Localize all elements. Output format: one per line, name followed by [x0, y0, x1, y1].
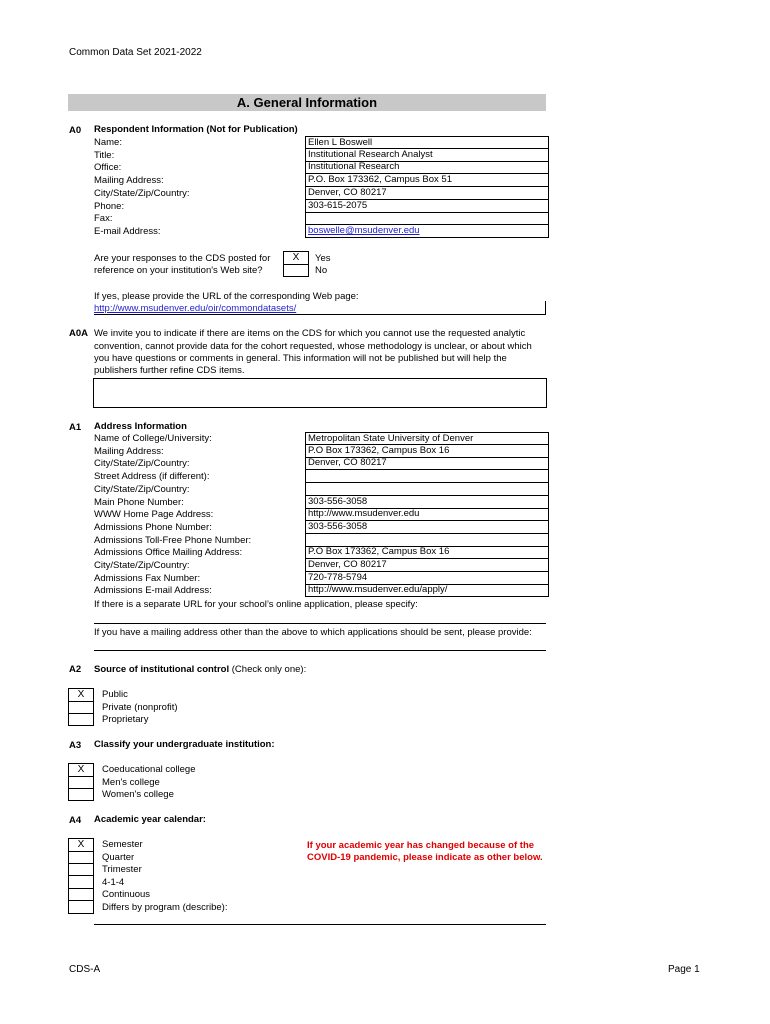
footer-left: CDS-A — [69, 964, 101, 975]
address-value-field[interactable]: Denver, CO 80217 — [305, 457, 549, 470]
address-value-field[interactable] — [305, 470, 549, 483]
respondent-label: Mailing Address: — [94, 175, 164, 187]
section-code-a1: A1 — [69, 422, 82, 433]
a0a-response-box[interactable] — [93, 378, 547, 408]
posted-no-checkbox[interactable] — [283, 264, 309, 277]
a3-option-checkbox[interactable] — [68, 776, 94, 789]
a0a-line-3: you have questions or comments in general. This information will not be published but will help the — [94, 353, 507, 364]
a1-heading: Address Information — [94, 421, 187, 432]
address-value-field[interactable]: 303-556-3058 — [305, 521, 549, 534]
respondent-value-field[interactable]: Denver, CO 80217 — [305, 187, 549, 200]
a4-option-checkbox[interactable] — [68, 876, 94, 889]
a3-option-label: Men's college — [102, 776, 160, 788]
respondent-value-field[interactable]: 303-615-2075 — [305, 200, 549, 213]
respondent-label: E-mail Address: — [94, 225, 161, 237]
posted-yes-checkbox[interactable]: X — [283, 251, 309, 265]
a4-option-label: Continuous — [102, 889, 151, 900]
respondent-label: Office: — [94, 162, 122, 174]
a2-option-checkbox[interactable] — [68, 713, 94, 726]
address-value-field[interactable]: P.O Box 173362, Campus Box 16 — [305, 445, 549, 458]
respondent-label: Phone: — [94, 200, 125, 212]
a4-option-checkbox[interactable]: X — [68, 838, 94, 852]
a4-option-label: Quarter — [102, 851, 135, 863]
a0a-line-2: convention, cannot provide data for the cohort requested, whose methodology is unclear, or about which — [94, 341, 532, 352]
section-code-a2: A2 — [69, 664, 82, 675]
a2-option-label: Private (nonprofit) — [102, 701, 178, 713]
address-value-field[interactable]: http://www.msudenver.edu/apply/ — [305, 584, 549, 597]
address-label: Admissions Fax Number: — [94, 572, 201, 584]
a4-option-label: 4-1-4 — [102, 876, 125, 888]
a2-heading — [94, 664, 306, 675]
address-label: Street Address (if different): — [94, 471, 210, 483]
a2-option-label: Proprietary — [102, 714, 149, 725]
address-label: Admissions E-mail Address: — [94, 585, 212, 597]
address-label: City/State/Zip/Country: — [94, 458, 190, 470]
address-value-field[interactable] — [305, 483, 549, 496]
address-label: WWW Home Page Address: — [94, 509, 214, 521]
respondent-value-field[interactable]: Institutional Research — [305, 161, 549, 174]
alt-mail-prompt: If you have a mailing address other than the above to which applications should be sent, please provide: — [94, 627, 532, 638]
a0a-line-1: We invite you to indicate if there are items on the CDS for which you cannot use the requested analytic — [94, 328, 526, 339]
a0-heading: Respondent Information (Not for Publication) — [94, 124, 298, 135]
a2-option-label: Public — [102, 689, 128, 700]
url-field-edge — [545, 301, 546, 314]
a2-option-checkbox[interactable]: X — [68, 688, 94, 702]
covid-note-line2: COVID-19 pandemic, please indicate as other below. — [307, 852, 543, 863]
a4-option-label: Semester — [102, 839, 143, 850]
respondent-label: City/State/Zip/Country: — [94, 187, 190, 199]
a3-option-checkbox[interactable]: X — [68, 763, 94, 777]
a4-option-label: Trimester — [102, 864, 142, 875]
address-label: Admissions Phone Number: — [94, 521, 212, 533]
posted-question-line2: reference on your institution's Web site? — [94, 265, 263, 276]
a4-heading: Academic year calendar: — [94, 814, 206, 825]
posted-yes-label: Yes — [315, 253, 331, 264]
address-label: City/State/Zip/Country: — [94, 483, 190, 495]
online-app-prompt: If there is a separate URL for your school’s online application, please specify: — [94, 599, 418, 610]
a3-heading: Classify your undergraduate institution: — [94, 739, 275, 750]
a4-option-checkbox[interactable] — [68, 851, 94, 864]
section-code-a4: A4 — [69, 815, 82, 826]
section-code-a0: A0 — [69, 125, 82, 136]
a3-option-checkbox[interactable] — [68, 788, 94, 801]
section-code-a0a: A0A — [69, 328, 89, 339]
document-header: Common Data Set 2021-2022 — [69, 47, 202, 58]
respondent-value-field[interactable]: boswelle@msudenver.edu — [305, 225, 549, 238]
alt-mail-underline — [94, 650, 546, 651]
respondent-label: Title: — [94, 149, 115, 161]
respondent-value-field[interactable]: P.O. Box 173362, Campus Box 51 — [305, 174, 549, 187]
address-label: City/State/Zip/Country: — [94, 560, 190, 571]
address-label: Admissions Office Mailing Address: — [94, 547, 243, 559]
section-code-a3: A3 — [69, 740, 82, 751]
a4-option-checkbox[interactable] — [68, 888, 94, 901]
a0a-line-4: publishers further refine CDS items. — [94, 365, 245, 376]
address-label: Main Phone Number: — [94, 496, 184, 508]
url-prompt: If yes, please provide the URL of the corresponding Web page: — [94, 291, 359, 302]
respondent-label: Fax: — [94, 213, 113, 225]
a3-option-label: Women's college — [102, 789, 174, 800]
a2-heading-rest: (Check only one): — [229, 664, 307, 675]
online-app-underline — [94, 623, 546, 624]
address-label: Name of College/University: — [94, 433, 212, 444]
address-value-field[interactable]: 720-778-5794 — [305, 572, 549, 585]
a2-heading-bold: Source of institutional control — [94, 664, 230, 675]
footer-page-number: Page 1 — [668, 964, 700, 975]
respondent-value-field[interactable] — [305, 212, 549, 225]
respondent-value-field[interactable]: Ellen L Boswell — [305, 136, 549, 149]
a3-option-label: Coeducational college — [102, 764, 196, 775]
covid-note-line1: If your academic year has changed because of the — [307, 840, 535, 851]
a2-option-checkbox[interactable] — [68, 701, 94, 714]
a4-option-checkbox[interactable] — [68, 863, 94, 876]
address-value-field[interactable]: Denver, CO 80217 — [305, 559, 549, 572]
posted-no-label: No — [315, 265, 328, 276]
address-label: Admissions Toll-Free Phone Number: — [94, 534, 252, 546]
a4-option-label: Differs by program (describe): — [102, 901, 228, 913]
address-value-field[interactable]: Metropolitan State University of Denver — [305, 432, 549, 445]
respondent-value-field[interactable]: Institutional Research Analyst — [305, 149, 549, 162]
a4-describe-underline — [94, 924, 546, 925]
respondent-label: Name: — [94, 137, 122, 148]
section-title: A. General Information — [68, 94, 546, 111]
url-underline — [94, 314, 546, 315]
address-value-field[interactable]: http://www.msudenver.edu — [305, 508, 549, 521]
posted-question-line1: Are your responses to the CDS posted for — [94, 253, 271, 264]
cds-url-link[interactable]: http://www.msudenver.edu/oir/commondatasets/ — [94, 303, 297, 314]
address-value-field[interactable] — [305, 534, 549, 547]
a4-option-checkbox[interactable] — [68, 901, 94, 914]
address-label: Mailing Address: — [94, 445, 164, 457]
address-value-field[interactable]: P.O Box 173362, Campus Box 16 — [305, 546, 549, 559]
address-value-field[interactable]: 303-556-3058 — [305, 496, 549, 509]
